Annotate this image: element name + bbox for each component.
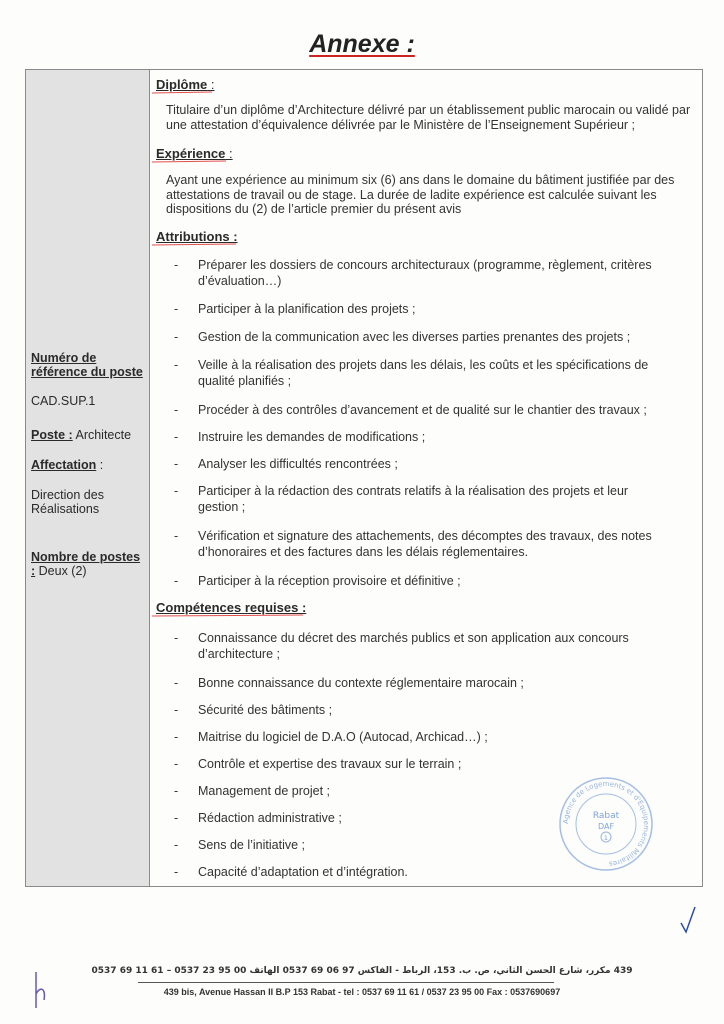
list-item: - Sens de l’initiative ; (150, 838, 670, 854)
official-stamp (556, 774, 656, 874)
footer-address-french: 439 bis, Avenue Hassan II B.P 153 Rabat - tel : 0537 69 11 61 / 0537 23 95 00 Fax : 0537690697 (163, 987, 561, 997)
svg-text:1: 1 (603, 834, 609, 842)
reference-value: CAD.SUP.1 (31, 394, 96, 408)
attributions-heading: Attributions : (156, 229, 238, 244)
list-item: - Bonne connaissance du contexte réglementaire marocain ; (150, 676, 670, 692)
list-item: - Sécurité des bâtiments ; (150, 703, 670, 719)
list-item: - Connaissance du décret des marchés publics et son application aux concours d’architecture ; (150, 631, 670, 662)
list-item: - Préparer les dossiers de concours architecturaux (programme, règlement, critères d’évaluation…) (150, 258, 670, 289)
affectation-value: Direction des Réalisations (31, 488, 104, 516)
footer-address-arabic: 439 مكرر، شارع الحسن الثاني، ص. ب. 153، الرباط - الفاكس 97 06 69 0537 الهاتف 00 95 23 0537 – 61 11 69 0537 (91, 966, 633, 976)
list-item: - Procéder à des contrôles d’avancement et de qualité sur le chantier des travaux ; (150, 403, 670, 419)
diplome-text: Titulaire d’un diplôme d’Architecture délivré par un établissement public marocain ou validé par une attestation d’équivalence délivrée par le Ministère de l’Enseignement Supérieur ; (166, 103, 691, 132)
list-item: - Capacité d’adaptation et d’intégration. (150, 865, 670, 881)
list-item: - Contrôle et expertise des travaux sur le terrain ; (150, 757, 670, 773)
competences-heading: Compétences requises : (156, 600, 307, 615)
experience-heading: Expérience : (156, 146, 233, 161)
experience-text: Ayant une expérience au minimum six (6) ans dans le domaine du bâtiment justifiée par des attestations de travail ou de stage. La durée de ladite expérience est calculée suivant les dispositions du (2) de l’article premier du présent avis (166, 173, 675, 216)
footer-divider (138, 982, 554, 983)
svg-text:Rabat: Rabat (592, 811, 620, 821)
page-title: Annexe : (309, 30, 415, 58)
list-item: - Participer à la réception provisoire et définitive ; (150, 574, 670, 590)
nombre-postes-field: Nombre de postes : Deux (2) (31, 550, 141, 578)
diplome-heading: Diplôme : (156, 77, 215, 92)
reference-label: Numéro de référence du poste (31, 351, 143, 379)
list-item: - Analyser les difficultés rencontrées ; (150, 457, 670, 473)
svg-text:Agence de Logements et d'Equip: Agence de Logements et d'Equipements Militaires (561, 779, 651, 868)
list-item: - Instruire les demandes de modifications ; (150, 430, 670, 446)
list-item: - Participer à la planification des projets ; (150, 302, 670, 318)
affectation-field: Affectation : (31, 458, 104, 472)
list-item: - Management de projet ; (150, 784, 670, 800)
list-item: - Veille à la réalisation des projets dans les délais, les coûts et les spécifications de qualité planifiés ; (150, 358, 670, 389)
list-item: - Rédaction administrative ; (150, 811, 670, 827)
list-item: - Gestion de la communication avec les diverses parties prenantes des projets ; (150, 330, 670, 346)
list-item: - Maitrise du logiciel de D.A.O (Autocad, Archicad…) ; (150, 730, 670, 746)
check-mark-icon (678, 905, 698, 935)
list-item: - Participer à la rédaction des contrats relatifs à la réalisation des projets et leur gestion ; (150, 484, 670, 515)
list-item: - Vérification et signature des attachements, des décomptes des travaux, des notes d’honoraires et des factures dans les délais réglementaires. (150, 529, 670, 560)
svg-text:DAF: DAF (597, 822, 615, 831)
poste-field: Poste : Architecte (31, 428, 132, 442)
